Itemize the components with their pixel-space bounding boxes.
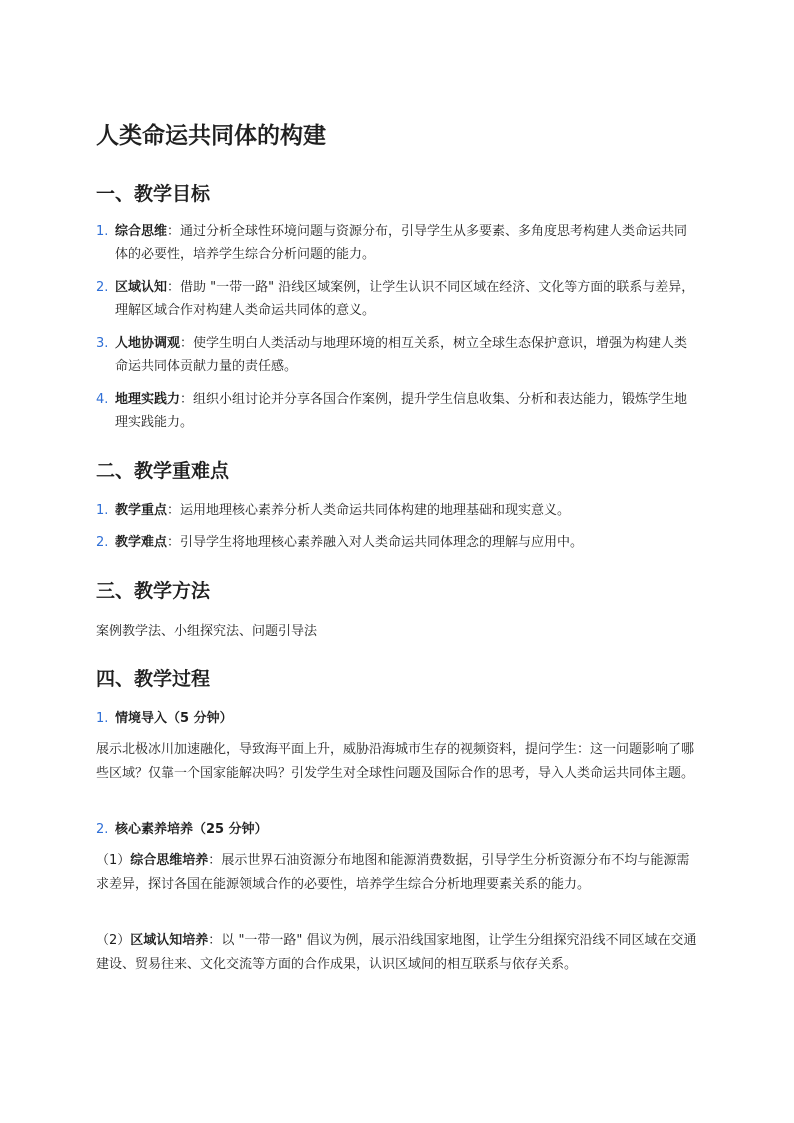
item-label: 地理实践力 <box>115 392 181 407</box>
item-label: 人地协调观 <box>115 336 181 351</box>
section-heading-teaching-methods: 三、教学方法 <box>96 580 211 602</box>
item-text: 引导学生将地理核心素养融入对人类命运共同体理念的理解与应用中。 <box>180 535 584 550</box>
item-number: 1. <box>96 503 109 518</box>
item-number: 4. <box>96 392 109 407</box>
sub-step-separator: ： <box>208 853 222 868</box>
section-heading-teaching-goals: 一、教学目标 <box>96 183 211 205</box>
sub-step-text: 展示世界石油资源分布地图和能源消费数据，引导学生分析资源分布不均与能源需求差异，探讨各国在能源领域合作的必要性，培养学生综合分析地理要素关系的能力。 <box>96 853 690 892</box>
teaching-methods-text: 案例教学法、小组探究法、问题引导法 <box>96 624 318 639</box>
item-separator: ： <box>167 224 181 239</box>
key-point-item <box>96 499 698 522</box>
section-heading-teaching-process: 四、教学过程 <box>96 668 211 690</box>
sub-step-text: 以 "一带一路" 倡议为例，展示沿线国家地图，让学生分组探究沿线不同区域在交通建设、贸易往来、文化交流等方面的合作成果，认识区域间的相互联系与依存关系。 <box>96 933 697 972</box>
item-text: 借助 "一带一路" 沿线区域案例，让学生认识不同区域在经济、文化等方面的联系与差异，理解区域合作对构建人类命运共同体的意义。 <box>115 280 695 318</box>
section-heading-key-points: 二、教学重难点 <box>96 460 230 482</box>
sub-step-paragraph <box>96 929 698 977</box>
item-label: 综合思维 <box>115 224 168 239</box>
item-number: 3. <box>96 336 109 351</box>
goal-item <box>96 276 698 322</box>
process-step-text: 展示北极冰川加速融化，导致海平面上升，威胁沿海城市生存的视频资料，提问学生：这一问题影响了哪些区域？仅靠一个国家能解决吗？引发学生对全球性问题及国际合作的思考，导入人类命运共同体主题。 <box>96 742 695 781</box>
item-label: 教学难点 <box>115 535 168 550</box>
sub-step-paragraph <box>96 849 698 897</box>
item-text: 组织小组讨论并分享各国合作案例，提升学生信息收集、分析和表达能力，锻炼学生地理实践能力。 <box>115 392 688 430</box>
item-text: 使学生明白人类活动与地理环境的相互关系，树立全球生态保护意识，增强为构建人类命运共同体贡献力量的责任感。 <box>115 336 688 374</box>
item-separator: ： <box>167 503 181 518</box>
goal-item <box>96 220 698 266</box>
item-separator: ： <box>180 336 194 351</box>
item-label: 区域认知 <box>115 280 168 295</box>
process-step-heading <box>96 707 698 730</box>
step-number: 2. <box>96 822 109 837</box>
goal-item <box>96 388 698 434</box>
step-label: 情境导入（5 分钟） <box>115 711 233 726</box>
sub-step-prefix: （2） <box>96 933 131 948</box>
item-separator: ： <box>167 535 181 550</box>
key-point-item <box>96 531 698 554</box>
document-title: 人类命运共同体的构建 <box>96 123 326 149</box>
sub-step-label: 区域认知培养 <box>130 933 209 948</box>
item-number: 1. <box>96 224 109 239</box>
process-step-heading <box>96 818 698 841</box>
item-number: 2. <box>96 280 109 295</box>
sub-step-separator: ： <box>208 933 222 948</box>
item-label: 教学重点 <box>115 503 168 518</box>
item-text: 运用地理核心素养分析人类命运共同体构建的地理基础和现实意义。 <box>180 503 571 518</box>
item-number: 2. <box>96 535 109 550</box>
step-number: 1. <box>96 711 109 726</box>
item-separator: ： <box>167 280 181 295</box>
step-label: 核心素养培养（25 分钟） <box>115 822 268 837</box>
sub-step-label: 综合思维培养 <box>130 853 209 868</box>
item-separator: ： <box>180 392 194 407</box>
sub-step-prefix: （1） <box>96 853 131 868</box>
item-text: 通过分析全球性环境问题与资源分布，引导学生从多要素、多角度思考构建人类命运共同体的必要性，培养学生综合分析问题的能力。 <box>115 224 688 262</box>
goal-item <box>96 332 698 378</box>
